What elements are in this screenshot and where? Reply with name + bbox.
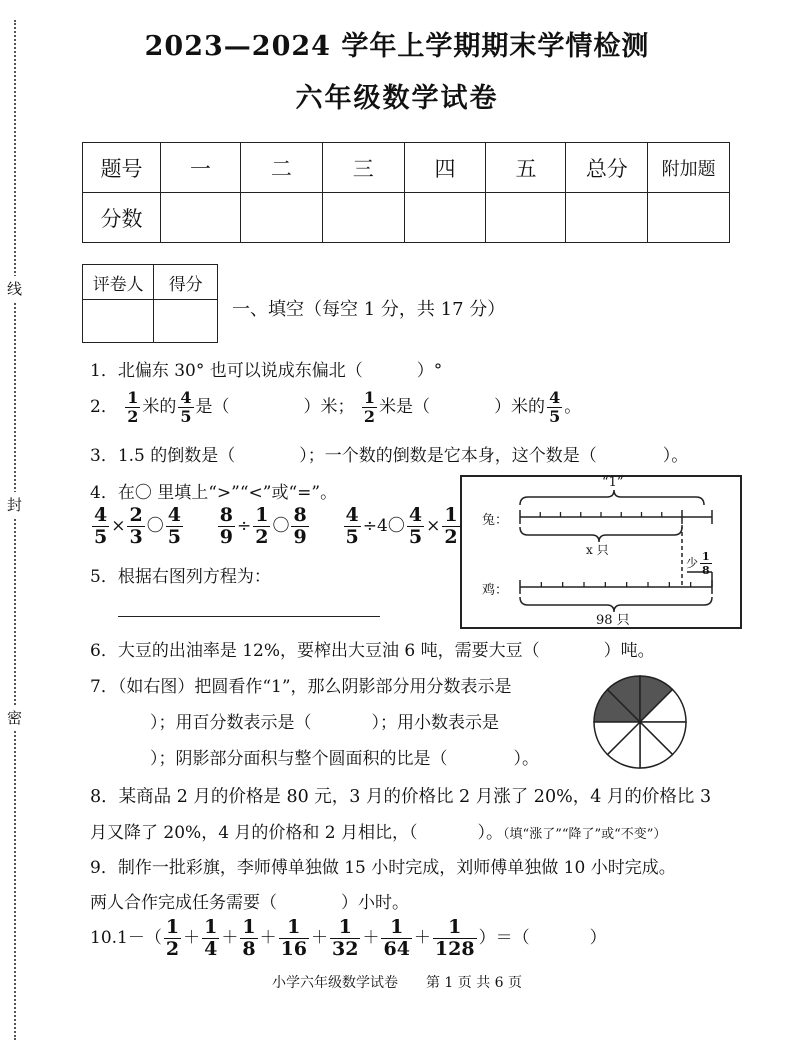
- diagram-rabbit-label: 兔：: [482, 513, 509, 528]
- score-cell[interactable]: [648, 193, 730, 243]
- grader-name-cell[interactable]: [83, 300, 154, 343]
- score-table: [82, 142, 730, 243]
- q10-fraction: $\frac{1}{128}$: [434, 916, 475, 960]
- margin-char-xian: 线: [7, 276, 22, 301]
- question-4: 4．在〇 里填上“>”“<”或“=”。: [90, 483, 338, 503]
- binding-line: [14, 20, 16, 1040]
- score-cell[interactable]: [486, 193, 566, 243]
- q5-answer-line[interactable]: [118, 616, 380, 617]
- margin-char-mi: 密: [7, 705, 22, 730]
- diagram-x-label: x 只: [586, 543, 609, 557]
- grader-score-label: 得分: [154, 265, 218, 300]
- q10-fraction: $\frac{1}{32}$: [332, 916, 359, 960]
- cell-total: 总分: [566, 143, 648, 193]
- question-1: 1．北偏东 30° 也可以说成东偏北（ ）°: [90, 361, 443, 381]
- cell-extra: 附加题: [648, 143, 730, 193]
- question-7-line3: ）；阴影部分面积与整个圆面积的比是（ ）。: [150, 749, 539, 769]
- question-9-line1: 9．制作一批彩旗，李师傅单独做 15 小时完成，刘师傅单独做 10 小时完成。: [90, 858, 676, 878]
- cell-4: 四: [404, 143, 486, 193]
- diagram-count-label: 98 只: [596, 613, 630, 628]
- grader-label: 评卷人: [83, 265, 154, 300]
- score-table-header-row: [83, 143, 730, 193]
- cell-5: 五: [486, 143, 566, 193]
- q10-fraction: $\frac{1}{16}$: [280, 916, 308, 960]
- section-heading: 一、填空（每空 1 分，共 17 分）: [232, 299, 506, 320]
- diagram-less-label: 少 $\frac{1}{8}$: [686, 550, 710, 577]
- question-3: 3．1.5 的倒数是（ ）；一个数的倒数是它本身，这个数是（ ）。: [90, 446, 689, 466]
- question-7-line1: 7．（如右图）把圆看作“1”，那么阴影部分用分数表示是: [90, 677, 512, 697]
- question-2: 2． $\frac{1}{2}$ 米的 $\frac{4}{5}$ 是（ ）米； $\frac{1}{2}$ 米是（ ）米的 $\frac{4}{5}$ 。: [90, 388, 582, 426]
- question-7-line2: ）；用百分数表示是（ ）；用小数表示是: [150, 713, 499, 733]
- question-4-expressions: $\frac{4}{5}$ × $\frac{2}{3}$ 〇 $\frac{4}{5}$ $\frac{8}{9}$ ÷ $\frac{1}{2}$ 〇 $\frac{8}{9}$ $\frac{4}{5}$ ÷4〇 $\frac{4}{5}$ × $\frac{1}{2}$: [94, 504, 458, 548]
- score-table-score-row: [83, 193, 730, 243]
- question-6: 6．大豆的出油率是 12%，要榨出大豆油 6 吨，需要大豆（ ）吨。: [90, 641, 655, 661]
- q10-fraction: $\frac{1}{4}$: [204, 916, 218, 960]
- bar-model-diagram: [460, 475, 742, 629]
- cell-1: 一: [161, 143, 241, 193]
- question-8-line2: 月又降了 20%，4 月的价格和 2 月相比，（ ）。（填“涨了”“降了”或“不变”）: [90, 823, 667, 843]
- grader-score-cell[interactable]: [154, 300, 218, 343]
- margin-char-feng: 封: [7, 492, 22, 517]
- diagram-chicken-label: 鸡：: [482, 583, 509, 598]
- cell-tihao: 题号: [83, 143, 161, 193]
- exam-title: 2023—2024 学年上学期期末学情检测: [144, 31, 650, 62]
- q10-fraction: $\frac{1}{2}$: [165, 916, 180, 960]
- score-cell[interactable]: [322, 193, 404, 243]
- exam-subtitle: 六年级数学试卷: [295, 83, 499, 114]
- cell-fenshu: 分数: [83, 193, 161, 243]
- cell-2: 二: [240, 143, 322, 193]
- score-cell[interactable]: [566, 193, 648, 243]
- score-cell[interactable]: [161, 193, 241, 243]
- cell-3: 三: [322, 143, 404, 193]
- question-8-line1: 8．某商品 2 月的价格是 80 元，3 月的价格比 2 月涨了 20%，4 月的价格比 3: [90, 787, 712, 807]
- question-9-line2: 两人合作完成任务需要（ ）小时。: [90, 893, 409, 913]
- diagram-one-label: “1”: [602, 475, 624, 490]
- grader-box: [82, 264, 218, 343]
- circle-figure: [590, 672, 690, 772]
- question-5: 5．根据右图列方程为：: [90, 567, 271, 587]
- score-cell[interactable]: [240, 193, 322, 243]
- score-cell[interactable]: [404, 193, 486, 243]
- q10-fraction: $\frac{1}{8}$: [242, 916, 256, 960]
- question-10: 10.1－（ $\frac{1}{2}$ ＋ $\frac{1}{4}$ ＋ $\frac{1}{8}$ ＋ $\frac{1}{16}$ ＋ $\frac{1}{32}$ ＋ $\frac{1}{64}$ ＋ $\frac{1}{128}$ ）＝（ ）: [90, 916, 607, 960]
- page-footer: 小学六年级数学试卷 第 1 页 共 6 页: [271, 975, 523, 991]
- q10-fraction: $\frac{1}{64}$: [383, 916, 410, 960]
